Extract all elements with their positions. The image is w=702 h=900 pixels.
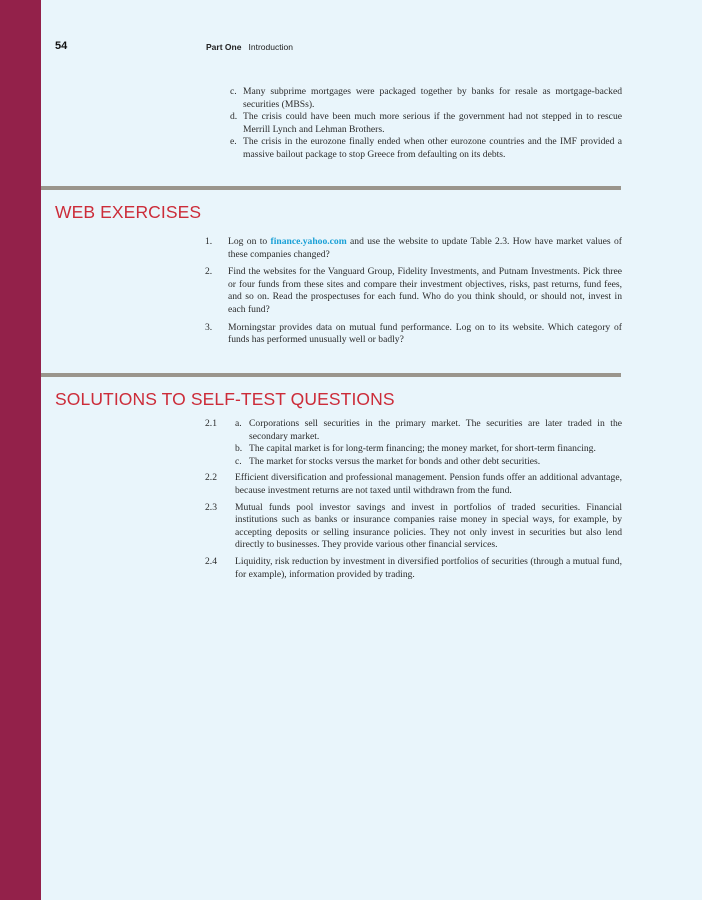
running-head xyxy=(206,42,293,52)
list-item xyxy=(230,86,622,111)
solution-text: Efficient diversification and professional management. Pension funds offer an additional advantage, because investment returns are not taxed until withdrawn from the fund. xyxy=(235,472,622,496)
list-item-label: c. xyxy=(230,86,237,97)
running-head-chapter: Introduction xyxy=(248,42,293,52)
list-item xyxy=(230,111,622,136)
section-divider xyxy=(41,186,621,190)
section-divider xyxy=(41,373,621,377)
solution-item xyxy=(205,418,622,468)
section-title-solutions: SOLUTIONS TO SELF-TEST QUESTIONS xyxy=(55,389,395,409)
solution-sublist xyxy=(235,418,622,468)
solution-subitem xyxy=(235,443,622,456)
solution-text: Liquidity, risk reduction by investment in diversified portfolios of securities (through a mutual fund, for example), information provided by trading. xyxy=(235,555,622,580)
list-item-text: Morningstar provides data on mutual fund performance. Log on to its website. Which category of funds has performed unusually well or badly? xyxy=(228,321,622,346)
section-title-web-exercises: WEB EXERCISES xyxy=(55,202,202,222)
solution-item xyxy=(205,556,622,581)
list-item-label: e. xyxy=(230,136,237,148)
solution-number: 2.4 xyxy=(205,555,217,567)
solution-subitem-text: Corporations sell securities in the primary market. The securities are later traded in the secondary market. xyxy=(249,418,622,442)
solution-subitem-label: a. xyxy=(235,418,242,429)
running-head-part: Part One xyxy=(206,42,242,52)
web-exercises-list xyxy=(205,236,622,352)
solution-subitem-label: c. xyxy=(235,455,242,467)
solution-item xyxy=(205,472,622,497)
list-item-text: Many subprime mortgages were packaged together by banks for resale as mortgage-backed securities (MBSs). xyxy=(243,86,622,110)
solution-number: 2.3 xyxy=(205,501,217,513)
list-item xyxy=(205,322,622,347)
list-item xyxy=(205,236,622,261)
list-item-text: The crisis in the eurozone finally ended when other eurozone countries and the IMF provided a massive bailout package to stop Greece from defaulting on its debts. xyxy=(243,136,622,160)
list-item xyxy=(205,266,622,316)
page-number: 54 xyxy=(55,40,68,52)
solution-number: 2.1 xyxy=(205,418,217,429)
list-item-label: 3. xyxy=(205,321,213,333)
list-item-label: 2. xyxy=(205,266,213,278)
solution-number: 2.2 xyxy=(205,472,217,484)
finance-yahoo-link[interactable]: finance.yahoo.com xyxy=(270,236,347,247)
list-item-text: The crisis could have been much more serious if the government had not stepped in to rescue Merrill Lynch and Lehman Brothers. xyxy=(243,111,622,135)
solution-subitem-label: b. xyxy=(235,443,243,455)
solution-item xyxy=(205,502,622,552)
list-item-label: 1. xyxy=(205,236,213,247)
solution-subitem-text: The capital market is for long-term financing; the money market, for short-term financing. xyxy=(249,443,596,455)
list-item-label: d. xyxy=(230,111,238,123)
solution-text: Mutual funds pool investor savings and invest in portfolios of traded securities. Financial institutions such as banks or insurance companies raise money in special ways, for example, by accepting deposits or selling insurance policies. They not only invest in securities but also lend directly to businesses. They provide various other financial services. xyxy=(235,501,622,551)
page-spine-band xyxy=(0,0,41,900)
carryover-list xyxy=(230,86,622,162)
list-item xyxy=(230,136,622,161)
solution-subitem xyxy=(235,456,622,469)
solutions-list xyxy=(205,418,622,585)
solution-subitem xyxy=(235,418,622,443)
list-item-text-lead: Log on to xyxy=(228,236,271,247)
list-item-text-tail: and use the website to update Table 2.3. How have market values of these companies changed? xyxy=(228,236,622,260)
solution-subitem-text: The market for stocks versus the market for bonds and other debt securities. xyxy=(249,455,541,467)
list-item-text: Find the websites for the Vanguard Group, Fidelity Investments, and Putnam Investments. Pick three or four funds from these sites and compare their investment objectives, risks, past returns, fund fees, and so on. Read the prospectuses for each fund. Who do you think should, or should not, invest in each fund? xyxy=(228,266,622,315)
